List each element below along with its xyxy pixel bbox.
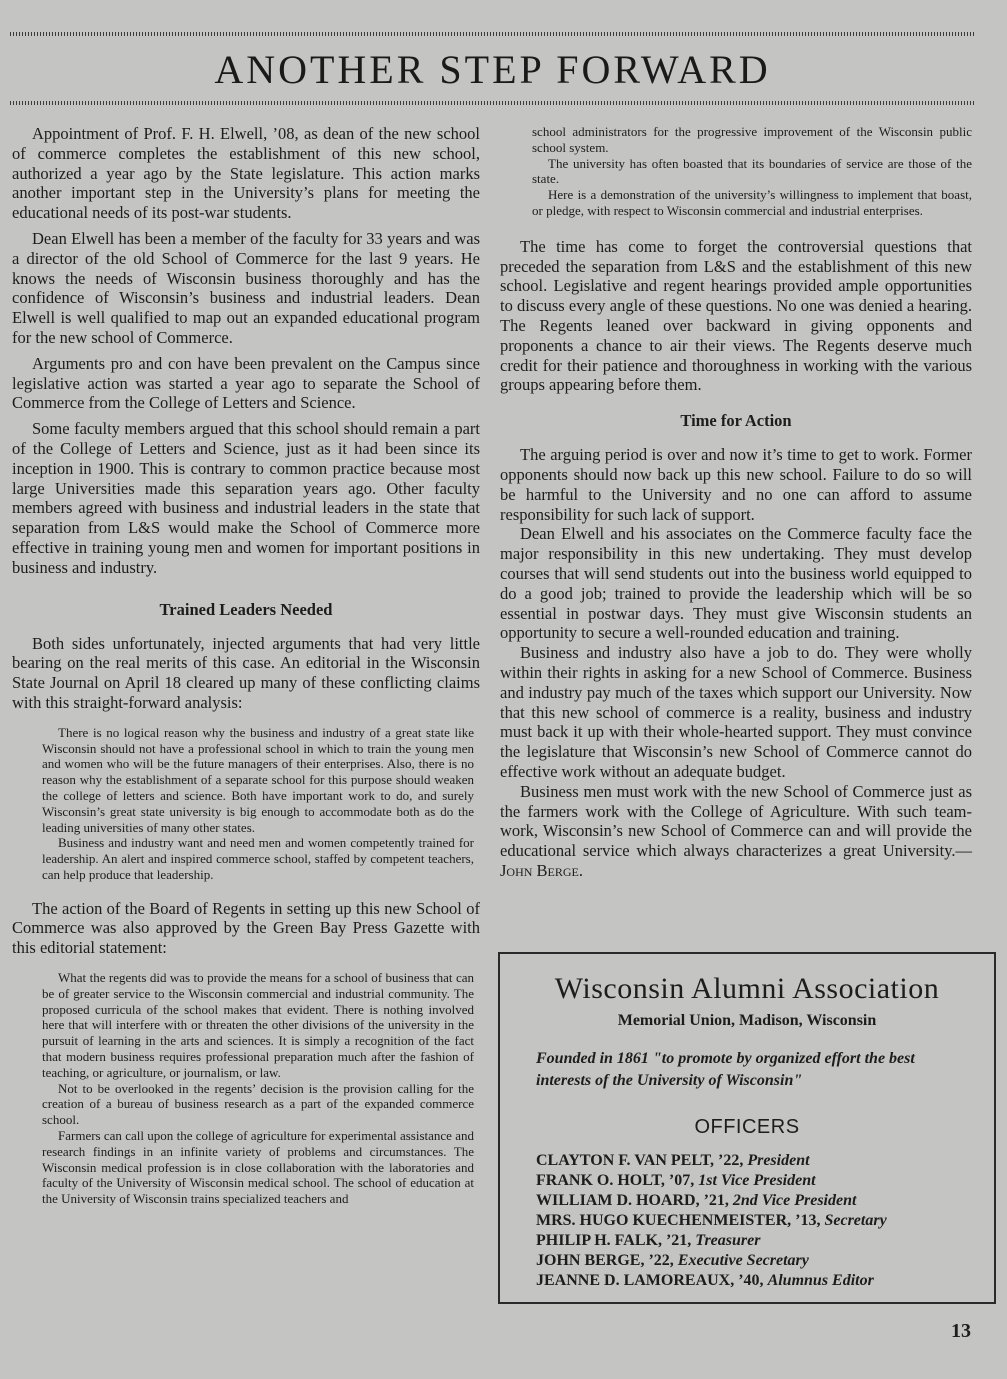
quote-paragraph: Farmers can call upon the college of agriculture for experimental assistance and research findings in an infinite variety of problems and circumstances. The Wisconsin medical profession is in close collaboration with the laboratories and faculty of the University of Wisconsin medical school. The school of education at the University of Wisconsin trains specialized teachers and	[42, 1128, 474, 1207]
header-rule-top	[10, 32, 975, 36]
editorial-quote	[42, 970, 474, 1207]
paragraph: Some faculty members argued that this school should remain a part of the College of Letters and Science, just as it had been since its inception in 1900. This is contrary to common practice because most large Universities made this separation years ago. Other faculty members agreed with business and industrial leaders in the state that separation from L&S would make the School of Commerce more effective in training young men and women for important positions in business and industry.	[12, 419, 480, 577]
officer-item	[536, 1151, 994, 1171]
left-column	[12, 124, 480, 1207]
officer-name: CLAYTON F. VAN PELT, ’22,	[536, 1152, 748, 1169]
officer-name: JEANNE D. LAMOREAUX, ’40,	[536, 1272, 768, 1289]
officer-role: 2nd Vice President	[732, 1192, 857, 1209]
quote-paragraph: Not to be overlooked in the regents’ decision is the provision calling for the creation of a bureau of business research as a part of the expanded commerce school.	[42, 1080, 474, 1128]
officer-name: WILLIAM D. HOARD, ’21,	[536, 1192, 733, 1209]
paragraph: Dean Elwell has been a member of the faculty for 33 years and was a director of the old School of Commerce for the last 9 years. He knows the needs of Wisconsin business thoroughly and has the confidence of Wisconsin’s business and industrial leaders. Dean Elwell is well qualified to map out an expanded educational program for the new school of Commerce.	[12, 228, 480, 347]
quote-paragraph: The university has often boasted that its boundaries of service are those of the state.	[532, 155, 972, 187]
right-column	[500, 124, 972, 881]
quote-paragraph: What the regents did was to provide the means for a school of business that can be of greater service to the Wisconsin commercial and industrial community. The proposed curricula of the school makes that evident. There is nothing involved here that will interfere with or threaten the other divisions of the university in the pursuit of learning in the arts and sciences. It is simply a recognition of the fact that modern business requires professional preparation much after the fashion of teaching, or agriculture, or journalism, or law.	[42, 970, 474, 1080]
officer-role: President	[747, 1152, 810, 1169]
officer-name: JOHN BERGE, ’22,	[536, 1252, 678, 1269]
association-address: Memorial Union, Madison, Wisconsin	[617, 1012, 877, 1029]
officer-name: PHILIP H. FALK, ’21,	[536, 1232, 696, 1249]
paragraph: Both sides unfortunately, injected arguments that had very little bearing on the real merits of this case. An editorial in the Wisconsin State Journal on April 18 cleared up many of these conflicting claims with this straight-forward analysis:	[12, 633, 480, 712]
paragraph: The action of the Board of Regents in setting up this new School of Commerce was also approved by the Green Bay Press Gazette with this editorial statement:	[12, 898, 480, 958]
officer-role: Treasurer	[695, 1232, 761, 1249]
association-name: Wisconsin Alumni Association	[554, 972, 940, 1005]
paragraph: The arguing period is over and now it’s time to get to work. Former opponents should now back up this new school. Failure to do so will be harmful to the University and no one can afford to assume responsibility for such lack of support.	[500, 445, 972, 524]
paragraph	[500, 782, 972, 881]
author-signature: John Berge.	[500, 860, 584, 880]
quote-paragraph: Business and industry want and need men and women competently trained for leadership. An alert and inspired commerce school, staffed by competent teachers, can help produce that leadership.	[42, 835, 474, 882]
page-title: ANOTHER STEP FORWARD	[214, 47, 771, 92]
header-rule-bottom	[10, 101, 975, 105]
quote-paragraph: school administrators for the progressive improvement of the Wisconsin public school system.	[532, 124, 972, 155]
paragraph: Arguments pro and con have been prevalent on the Campus since legislative action was started a year ago to separate the School of Commerce from the College of Letters and Science.	[12, 353, 480, 413]
section-heading: Trained Leaders Needed	[159, 599, 333, 619]
officer-role: Alumnus Editor	[767, 1272, 874, 1289]
paragraph: Business and industry also have a job to do. They were wholly within their rights in asking for a new School of Commerce. Business and industry pay much of the taxes which support our University. Now that this new school of commerce is a reality, business and industry must back it up with their whole-hearted support. They must convince the legislature that Wisconsin’s new School of Commerce cannot do effective work without an adequate budget.	[500, 643, 972, 781]
paragraph-text: Business men must work with the new School of Commerce just as the farmers work with the College of Agriculture. With such team-work, Wisconsin’s new School of Commerce can and will provide the educational service which always characterizes a great University.—	[500, 781, 972, 861]
section-heading: Time for Action	[680, 411, 792, 431]
paragraph: Dean Elwell and his associates on the Commerce faculty face the major responsibility in this new undertaking. They must develop courses that will send students out into the business world equipped to do a good job; trained to provide the leadership which will be so essential in postwar days. They must give Wisconsin students an opportunity to secure a well-rounded education and training.	[500, 524, 972, 643]
officer-role: Secretary	[824, 1212, 887, 1229]
editorial-quote	[532, 124, 972, 219]
quote-paragraph: There is no logical reason why the business and industry of a great state like Wisconsin should not have a professional school in which to train the young men and women who will be the future managers of their enterprises. Also, there is no reason why the establishment of a separate school for this purpose should weaken the college of letters and science. Both have important work to do, and surely Wisconsin’s great state university is big enough to accommodate both as do the leading universities of many other states.	[42, 724, 474, 835]
editorial-quote	[42, 725, 474, 883]
officer-item	[536, 1251, 994, 1271]
officer-role: 1st Vice President	[698, 1172, 816, 1189]
association-founded: Founded in 1861 "to promote by organized effort the best interests of the University of Wisconsin"	[536, 1050, 915, 1089]
officer-name: FRANK O. HOLT, ’07,	[536, 1172, 699, 1189]
officer-role: Executive Secretary	[677, 1252, 809, 1269]
paragraph: The time has come to forget the controversial questions that preceded the separation from L&S and the establishment of this new school. Legislative and regent hearings provided ample opportunities to discuss every angle of these questions. No one was denied a hearing. The Regents leaned over backward in giving opponents and proponents a chance to air their views. The Regents deserve much credit for their patience and thoroughness in working with the various groups appearing before them.	[500, 236, 972, 395]
officer-item	[536, 1231, 994, 1251]
page-number: 13	[951, 1320, 971, 1342]
officers-list	[536, 1151, 994, 1291]
paragraph: Appointment of Prof. F. H. Elwell, ’08, as dean of the new school of commerce completes the establishment of this new school, authorized a year ago by the State legislature. This action marks another important step in the University’s plans for meeting the educational needs of its post-war students.	[12, 124, 480, 223]
alumni-association-box	[498, 952, 996, 1304]
officer-item	[536, 1191, 994, 1211]
officers-heading: OFFICERS	[694, 1116, 800, 1138]
officer-item	[536, 1271, 994, 1291]
officer-item	[536, 1211, 994, 1231]
officer-item	[536, 1171, 994, 1191]
quote-paragraph: Here is a demonstration of the university’s willingness to implement that boast, or pledge, with respect to Wisconsin commercial and industrial enterprises.	[532, 187, 972, 218]
officer-name: MRS. HUGO KUECHENMEISTER, ’13,	[536, 1212, 825, 1229]
